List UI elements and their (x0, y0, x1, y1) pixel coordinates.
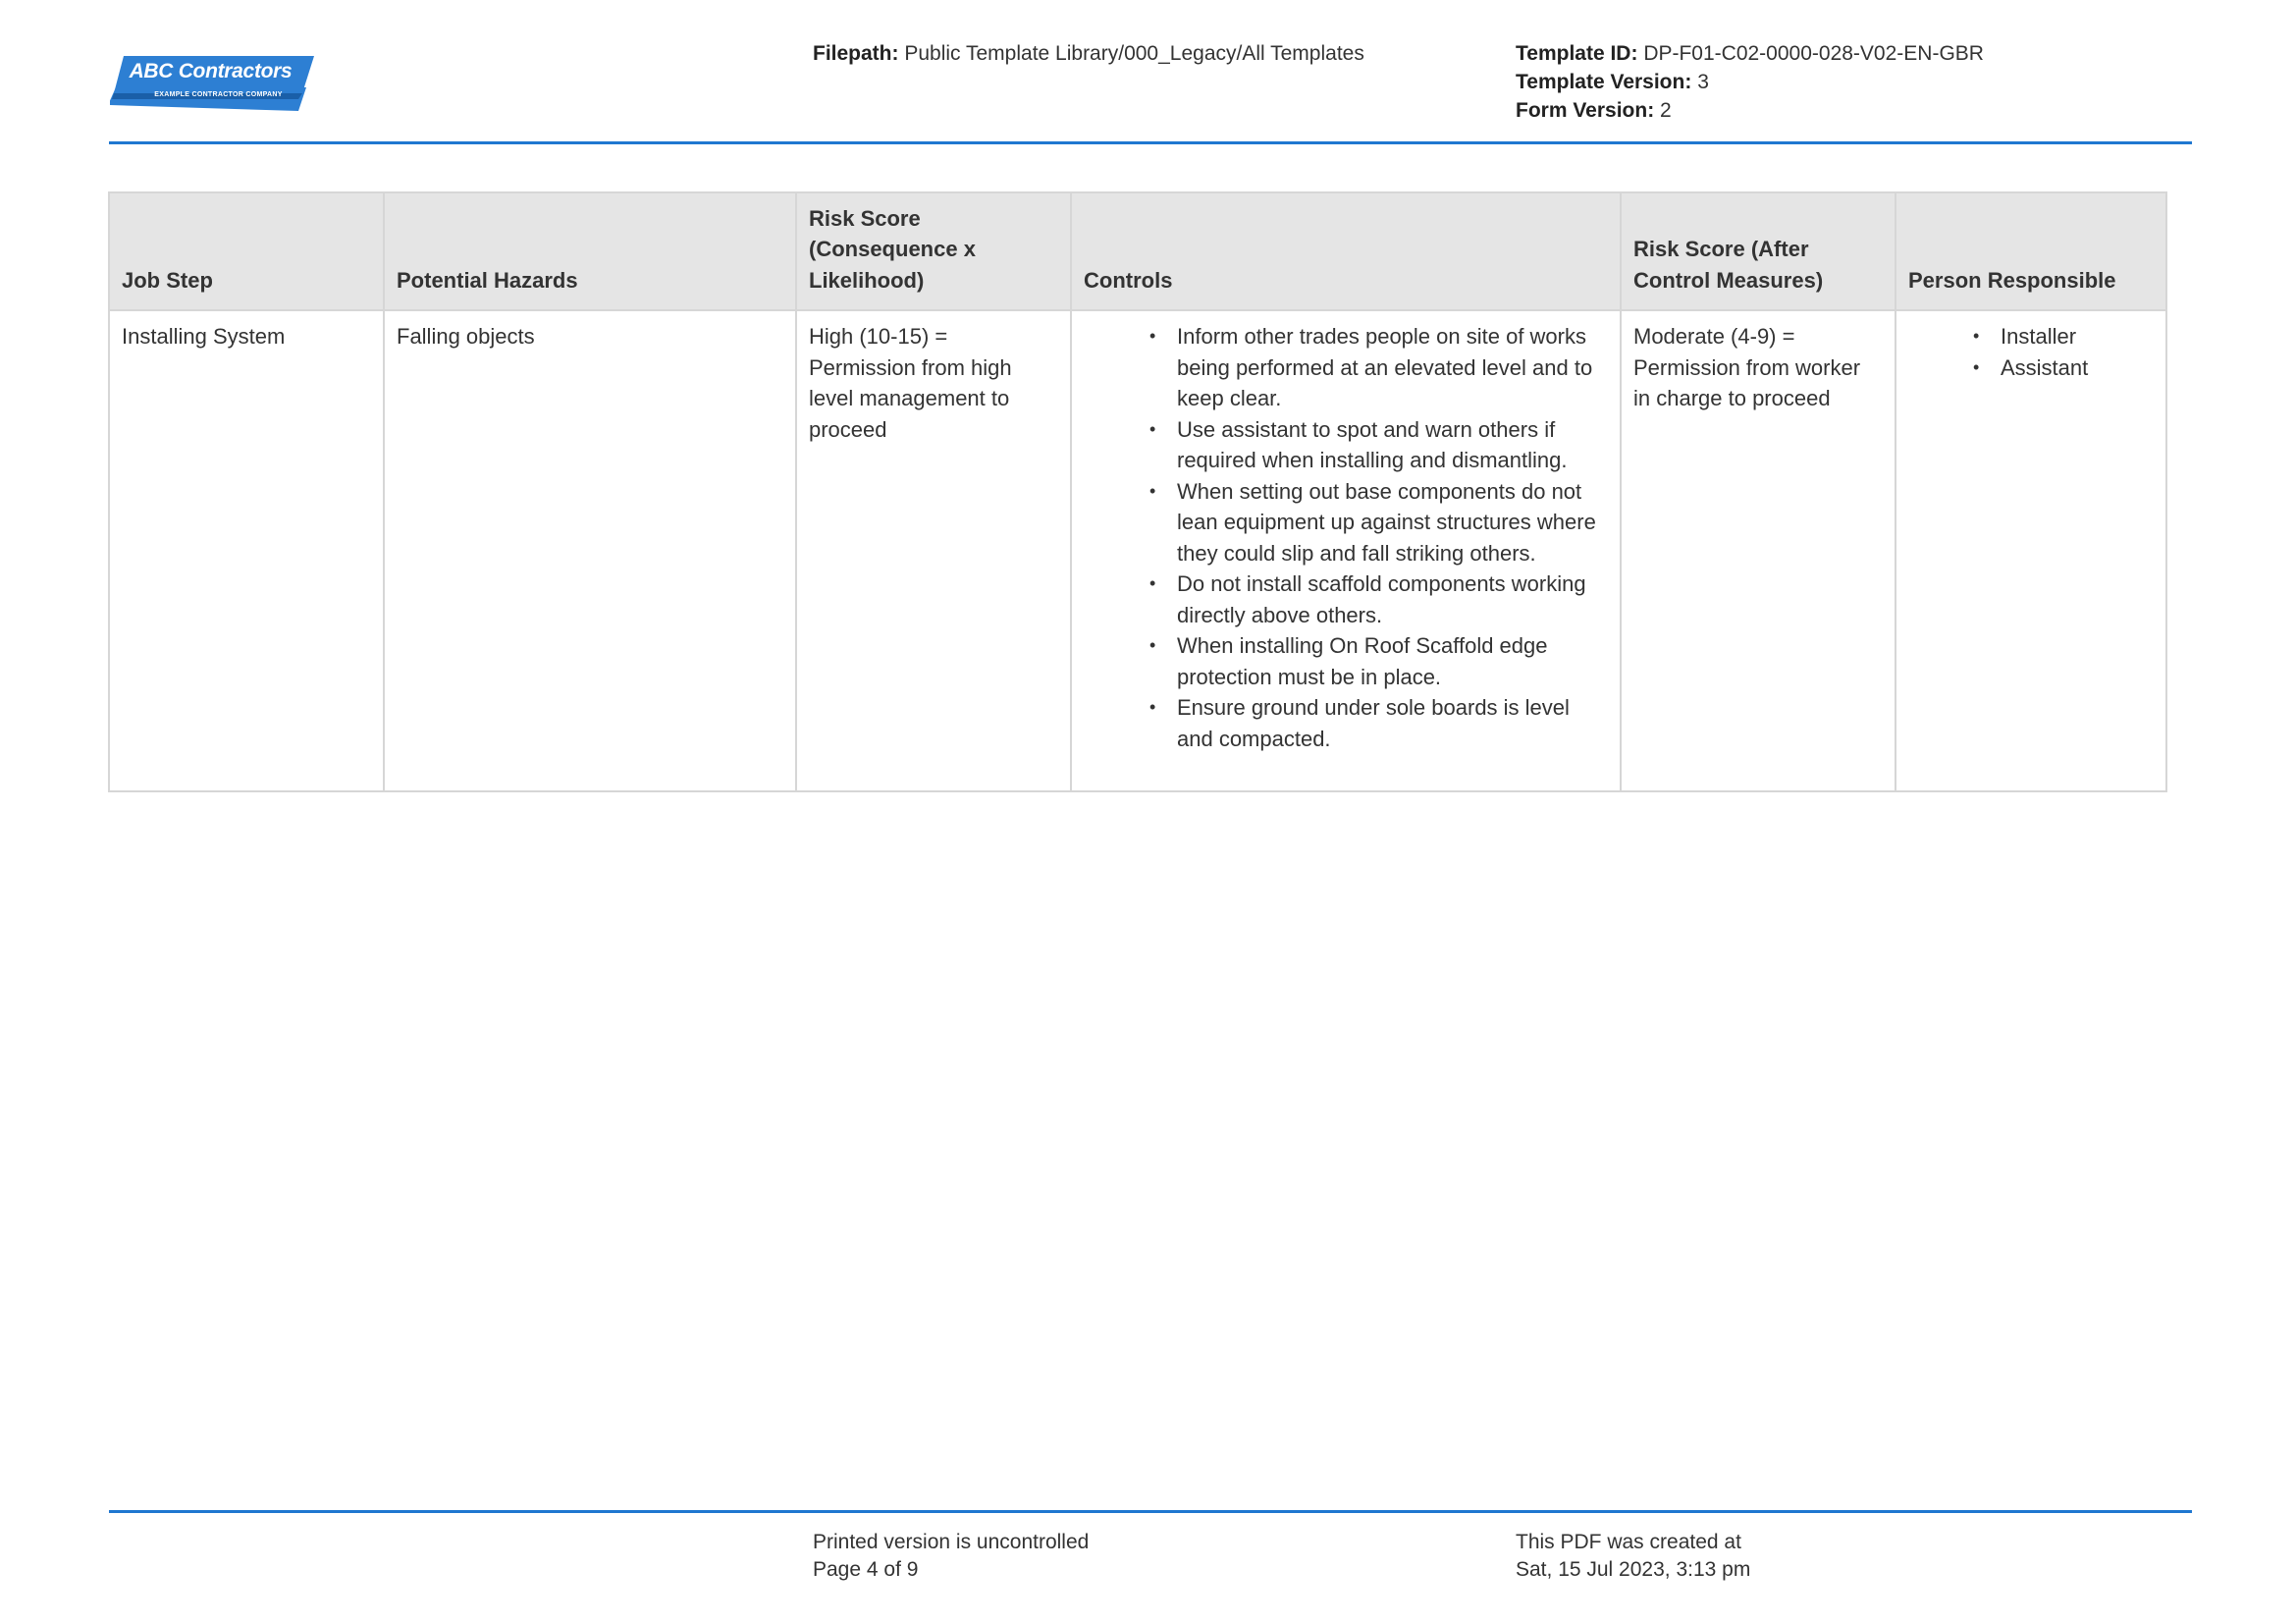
cell-persons (1896, 310, 2166, 791)
person-item: • Installer (2001, 321, 2154, 352)
cell-risk-before: High (10-15) = Permission from high level management to proceed (796, 310, 1071, 791)
risk-assessment-table (108, 191, 2167, 792)
control-item: • When setting out base components do not lean equipment up against structures where they could slip and fall striking others. (1177, 476, 1608, 569)
header-job-step: Job Step (109, 192, 384, 310)
form-version (1516, 96, 1984, 125)
header-potential-hazards: Potential Hazards (384, 192, 796, 310)
person-item: • Assistant (2001, 352, 2154, 384)
control-item: • When installing On Roof Scaffold edge protection must be in place. (1177, 630, 1608, 692)
template-version-value: 3 (1697, 71, 1709, 93)
cell-controls (1071, 310, 1621, 791)
cell-risk-after: Moderate (4-9) = Permission from worker in charge to proceed (1621, 310, 1896, 791)
control-item: • Use assistant to spot and warn others if required when installing and dismantling. (1177, 414, 1608, 476)
created-label: This PDF was created at (1516, 1531, 1741, 1553)
header-risk-score-before: Risk Score (Consequence x Likelihood) (796, 192, 1071, 310)
template-version-label: Template Version: (1516, 71, 1692, 93)
filepath-value: Public Template Library/000_Legacy/All Templates (904, 42, 1364, 65)
uncontrolled-note: Printed version is uncontrolled (813, 1531, 1090, 1553)
template-version (1516, 68, 1984, 96)
header-divider (109, 141, 2192, 144)
control-item: • Inform other trades people on site of works being performed at an elevated level and to keep clear. (1177, 321, 1608, 414)
cell-hazard: Falling objects (384, 310, 796, 791)
footer-left (813, 1529, 1089, 1584)
controls-list (1084, 321, 1608, 754)
logo-tagline: EXAMPLE CONTRACTOR COMPANY (154, 91, 283, 98)
header-person-responsible: Person Responsible (1896, 192, 2166, 310)
company-logo (110, 54, 316, 111)
footer-right (1516, 1529, 1750, 1584)
template-id-label: Template ID: (1516, 42, 1638, 65)
created-at: Sat, 15 Jul 2023, 3:13 pm (1516, 1558, 1751, 1581)
filepath (813, 39, 1364, 68)
header-controls: Controls (1071, 192, 1621, 310)
control-item: • Ensure ground under sole boards is level and compacted. (1177, 692, 1608, 754)
template-id (1516, 39, 1984, 68)
template-id-value: DP-F01-C02-0000-028-V02-EN-GBR (1643, 42, 1984, 65)
control-item: • Do not install scaffold components working directly above others. (1177, 568, 1608, 630)
table-header-row (109, 192, 2166, 310)
form-version-label: Form Version: (1516, 99, 1655, 122)
form-version-value: 2 (1660, 99, 1672, 122)
table-row (109, 310, 2166, 791)
filepath-label: Filepath: (813, 42, 899, 65)
page-number: Page 4 of 9 (813, 1558, 919, 1581)
header-risk-score-after: Risk Score (After Control Measures) (1621, 192, 1896, 310)
footer-divider (109, 1510, 2192, 1513)
logo-title: ABC Contractors (129, 60, 293, 82)
persons-list (1908, 321, 2154, 383)
template-info (1516, 39, 1984, 125)
cell-job-step: Installing System (109, 310, 384, 791)
